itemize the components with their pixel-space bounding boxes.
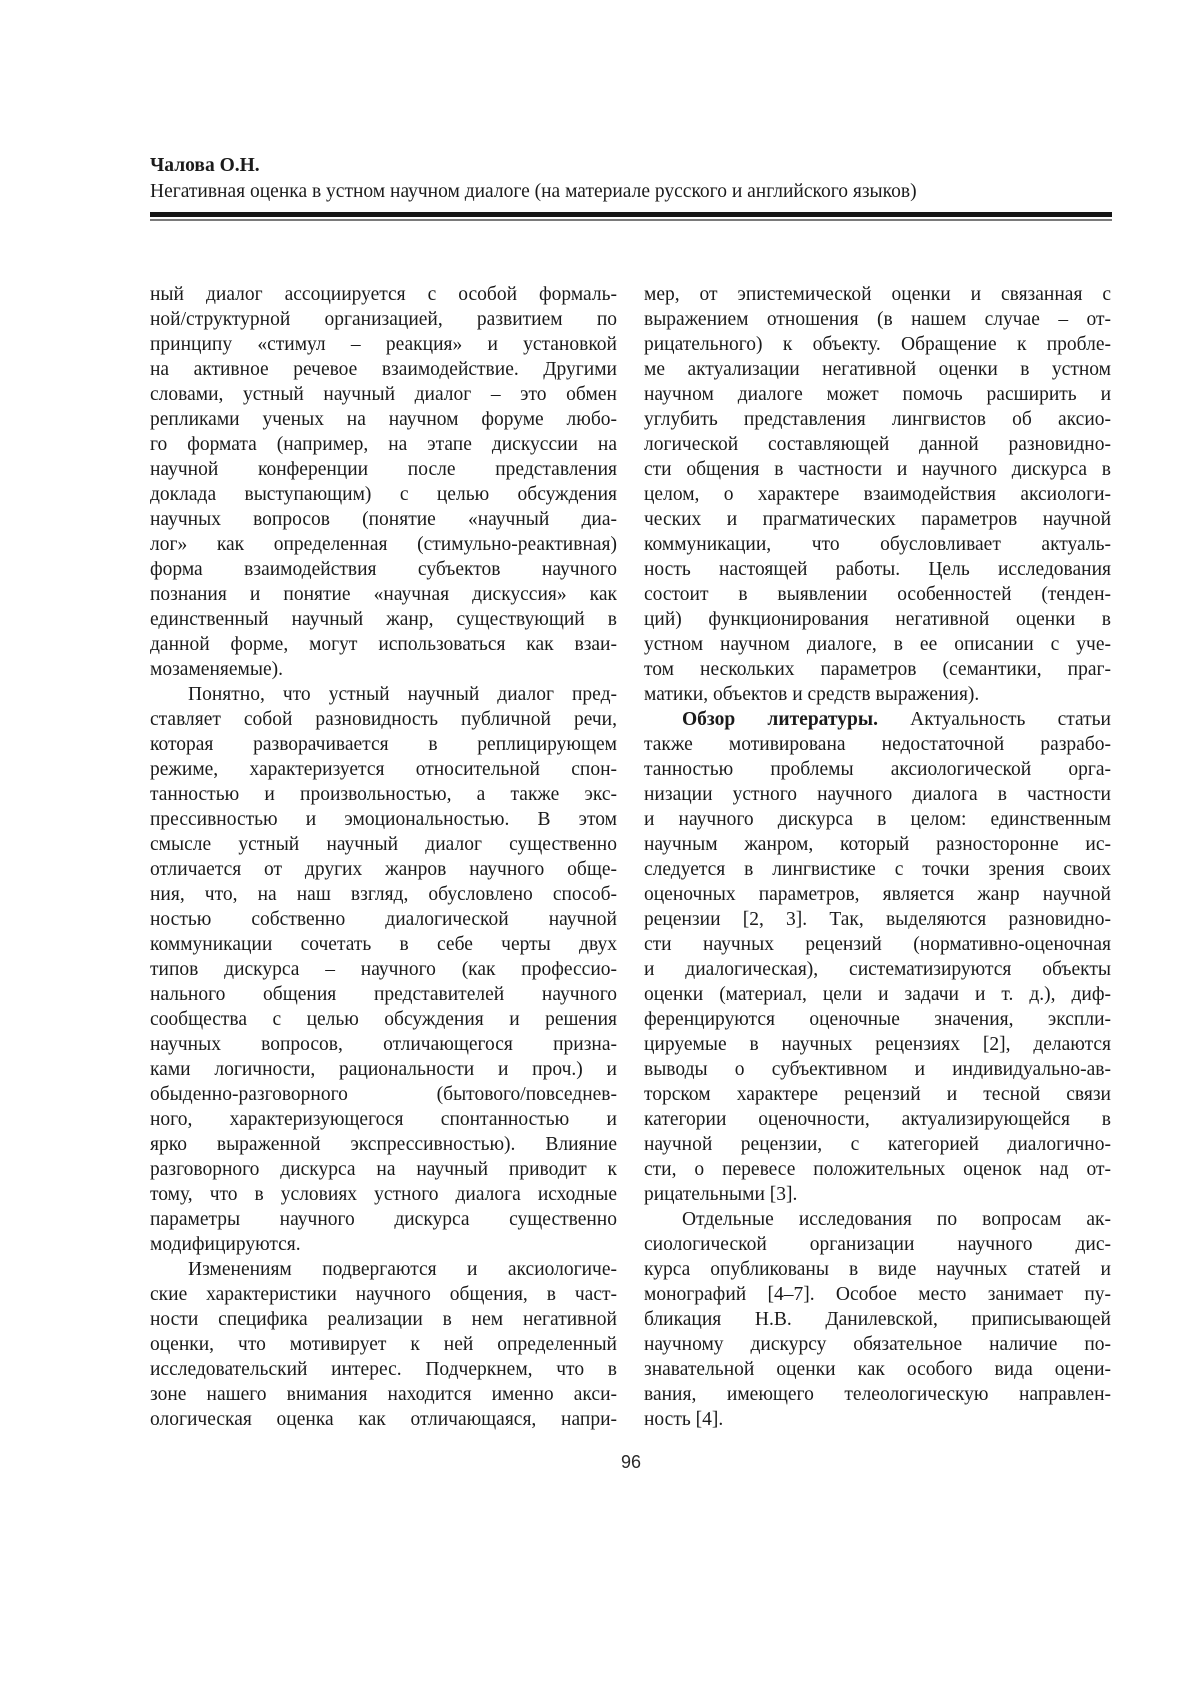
text-line: ной/структурной организацией, развитием по [150, 309, 617, 330]
body-columns [150, 282, 1112, 1432]
text-line: научным жанром, который разносторонне ис- [644, 834, 1111, 855]
text-line: рицательными [3]. [644, 1184, 798, 1205]
text-line: научному дискурсу обязательное наличие по- [644, 1334, 1111, 1355]
page-header [150, 153, 1112, 221]
text-line: научной конференции после представления [150, 459, 617, 480]
text-line: научном диалоге может помочь расширить и [644, 384, 1111, 405]
text-line: логической составляющей данной разновидно- [644, 434, 1111, 455]
text-line: ций) функционирования негативной оценки в [644, 609, 1111, 630]
text-line: монографий [4–7]. Особое место занимает пу- [644, 1284, 1111, 1305]
text-line: ками логичности, рациональности и проч.) и [150, 1059, 617, 1080]
text-line: ния, что, на наш взгляд, обусловлено способ- [150, 884, 617, 905]
text-line: низации устного научного диалога в частности [644, 784, 1111, 805]
text-line: том нескольких параметров (семантики, праг- [644, 659, 1111, 680]
column-right [644, 282, 1111, 1432]
text-line: режиме, характеризуется относительной спон- [150, 759, 617, 780]
text-line: коммуникации сочетать в себе черты двух [150, 934, 617, 955]
text-line: целом, о характере взаимодействия аксиологи- [644, 484, 1111, 505]
text-line: оценочных параметров, является жанр научной [644, 884, 1111, 905]
text-line: выражением отношения (в нашем случае – от- [644, 309, 1111, 330]
text-line: словами, устный научный диалог – это обмен [150, 384, 617, 405]
text-line: ческих и прагматических параметров научной [644, 509, 1111, 530]
text-line: устном научном диалоге, в ее описании с уче- [644, 634, 1111, 655]
text-line: зоне нашего внимания находится именно акси- [150, 1384, 617, 1405]
text-line: доклада выступающим) с целью обсуждения [150, 484, 617, 505]
text-line: данной форме, могут использоваться как взаи- [150, 634, 617, 655]
text-line: сти, о перевесе положительных оценок над от- [644, 1159, 1111, 1180]
text-line: ме актуализации негативной оценки в устном [644, 359, 1111, 380]
text-line: сиологической организации научного дис- [644, 1234, 1111, 1255]
text-line: танностью проблемы аксиологической орга- [644, 759, 1111, 780]
text-line: знавательной оценки как особого вида оцени- [644, 1359, 1111, 1380]
text-line: мозаменяемые). [150, 659, 283, 680]
text-line: ярко выраженной экспрессивностью). Влияние [150, 1134, 617, 1155]
text-line: Отдельные исследования по вопросам ак- [682, 1209, 1111, 1230]
text-line: нального общения представителей научного [150, 984, 617, 1005]
text-line: оценки (материал, цели и задачи и т. д.), диф- [644, 984, 1111, 1005]
text-line: единственный научный жанр, существующий в [150, 609, 617, 630]
text-line: го формата (например, на этапе дискуссии на [150, 434, 617, 455]
text-line: ские характеристики научного общения, в част- [150, 1284, 617, 1305]
text-line: модифицируются. [150, 1234, 301, 1255]
text-line: прессивностью и эмоциональностью. В этом [150, 809, 617, 830]
text-line: форма взаимодействия субъектов научного [150, 559, 617, 580]
text-line: параметры научного дискурса существенно [150, 1209, 617, 1230]
text-line: курса опубликованы в виде научных статей и [644, 1259, 1111, 1280]
text-line: научных вопросов (понятие «научный диа- [150, 509, 617, 530]
text-line: на активное речевое взаимодействие. Другими [150, 359, 617, 380]
text-line: Изменениям подвергаются и аксиологиче- [188, 1259, 617, 1280]
text-line: типов дискурса – научного (как профессио- [150, 959, 617, 980]
text-line: сти общения в частности и научного дискурса в [644, 459, 1111, 480]
text-line: Обзор литературы. Актуальность статьи [682, 709, 1111, 730]
text-line: оценки, что мотивирует к ней определенный [150, 1334, 617, 1355]
page-number: 96 [620, 1452, 642, 1472]
text-line: разговорного дискурса на научный приводит к [150, 1159, 617, 1180]
text-line: категории оценочности, актуализирующейся в [644, 1109, 1111, 1130]
header-rule-thin [150, 219, 1112, 221]
text-line: ференцируются оценочные значения, экспли- [644, 1009, 1111, 1030]
text-line: рецензии [2, 3]. Так, выделяются разновидно- [644, 909, 1111, 930]
text-line: смысле устный научный диалог существенно [150, 834, 617, 855]
text-line: обыденно-разговорного (бытового/повседнев- [150, 1084, 617, 1105]
text-line: тому, что в условиях устного диалога исходные [150, 1184, 617, 1205]
text-line: научной рецензии, с категорией диалогично- [644, 1134, 1111, 1155]
text-line: цируемые в научных рецензиях [2], делаются [644, 1034, 1111, 1055]
text-line: сообщества с целью обсуждения и решения [150, 1009, 617, 1030]
text-line: ологическая оценка как отличающаяся, напри- [150, 1409, 617, 1430]
text-line: и научного дискурса в целом: единственным [644, 809, 1111, 830]
text-line: ность настоящей работы. Цель исследования [644, 559, 1111, 580]
text-line: коммуникации, что обусловливает актуаль- [644, 534, 1111, 555]
text-line: выводы о субъективном и индивидуально-ав- [644, 1059, 1111, 1080]
header-title: Негативная оценка в устном научном диалоге (на материале русского и английского языков) [150, 181, 917, 202]
text-line: ставляет собой разновидность публичной речи, [150, 709, 617, 730]
text-line: репликами ученых на научном форуме любо- [150, 409, 617, 430]
text-line: рицательного) к объекту. Обращение к пробле- [644, 334, 1111, 355]
text-line: вания, имеющего телеологическую направлен- [644, 1384, 1111, 1405]
text-line: ностью собственно диалогической научной [150, 909, 617, 930]
text-line: следуется в лингвистике с точки зрения своих [644, 859, 1111, 880]
text-line: танностью и произвольностью, а также экс- [150, 784, 617, 805]
header-rule-thick [150, 212, 1112, 217]
text-line: и диалогическая), систематизируются объекты [644, 959, 1111, 980]
column-left [150, 282, 617, 1432]
text-line: отличается от других жанров научного обще- [150, 859, 617, 880]
header-author: Чалова О.Н. [150, 155, 260, 176]
text-line: ного, характеризующегося спонтанностью и [150, 1109, 617, 1130]
text-line: матики, объектов и средств выражения). [644, 684, 980, 705]
text-line: сти научных рецензий (нормативно-оценочная [644, 934, 1111, 955]
text-line: ность [4]. [644, 1409, 724, 1430]
text-line: лог» как определенная (стимульно-реактивная) [150, 534, 617, 555]
text-line: научных вопросов, отличающегося призна- [150, 1034, 617, 1055]
text-line: также мотивирована недостаточной разрабо- [644, 734, 1111, 755]
text-line: исследовательский интерес. Подчеркнем, что в [150, 1359, 617, 1380]
text-line: бликация Н.В. Данилевской, приписывающей [644, 1309, 1111, 1330]
text-line: принципу «стимул – реакция» и установкой [150, 334, 617, 355]
text-line: которая разворачивается в реплицирующем [150, 734, 617, 755]
text-line: углубить представления лингвистов об аксио- [644, 409, 1111, 430]
text-line: состоит в выявлении особенностей (тенден- [644, 584, 1111, 605]
text-line: познания и понятие «научная дискуссия» как [150, 584, 617, 605]
text-line: мер, от эпистемической оценки и связанная с [644, 284, 1111, 305]
text-line: ный диалог ассоциируется с особой формаль- [150, 284, 617, 305]
text-line: торском характере рецензий и тесной связи [644, 1084, 1111, 1105]
text-line: Понятно, что устный научный диалог пред- [188, 684, 617, 705]
text-line: ности специфика реализации в нем негативной [150, 1309, 617, 1330]
